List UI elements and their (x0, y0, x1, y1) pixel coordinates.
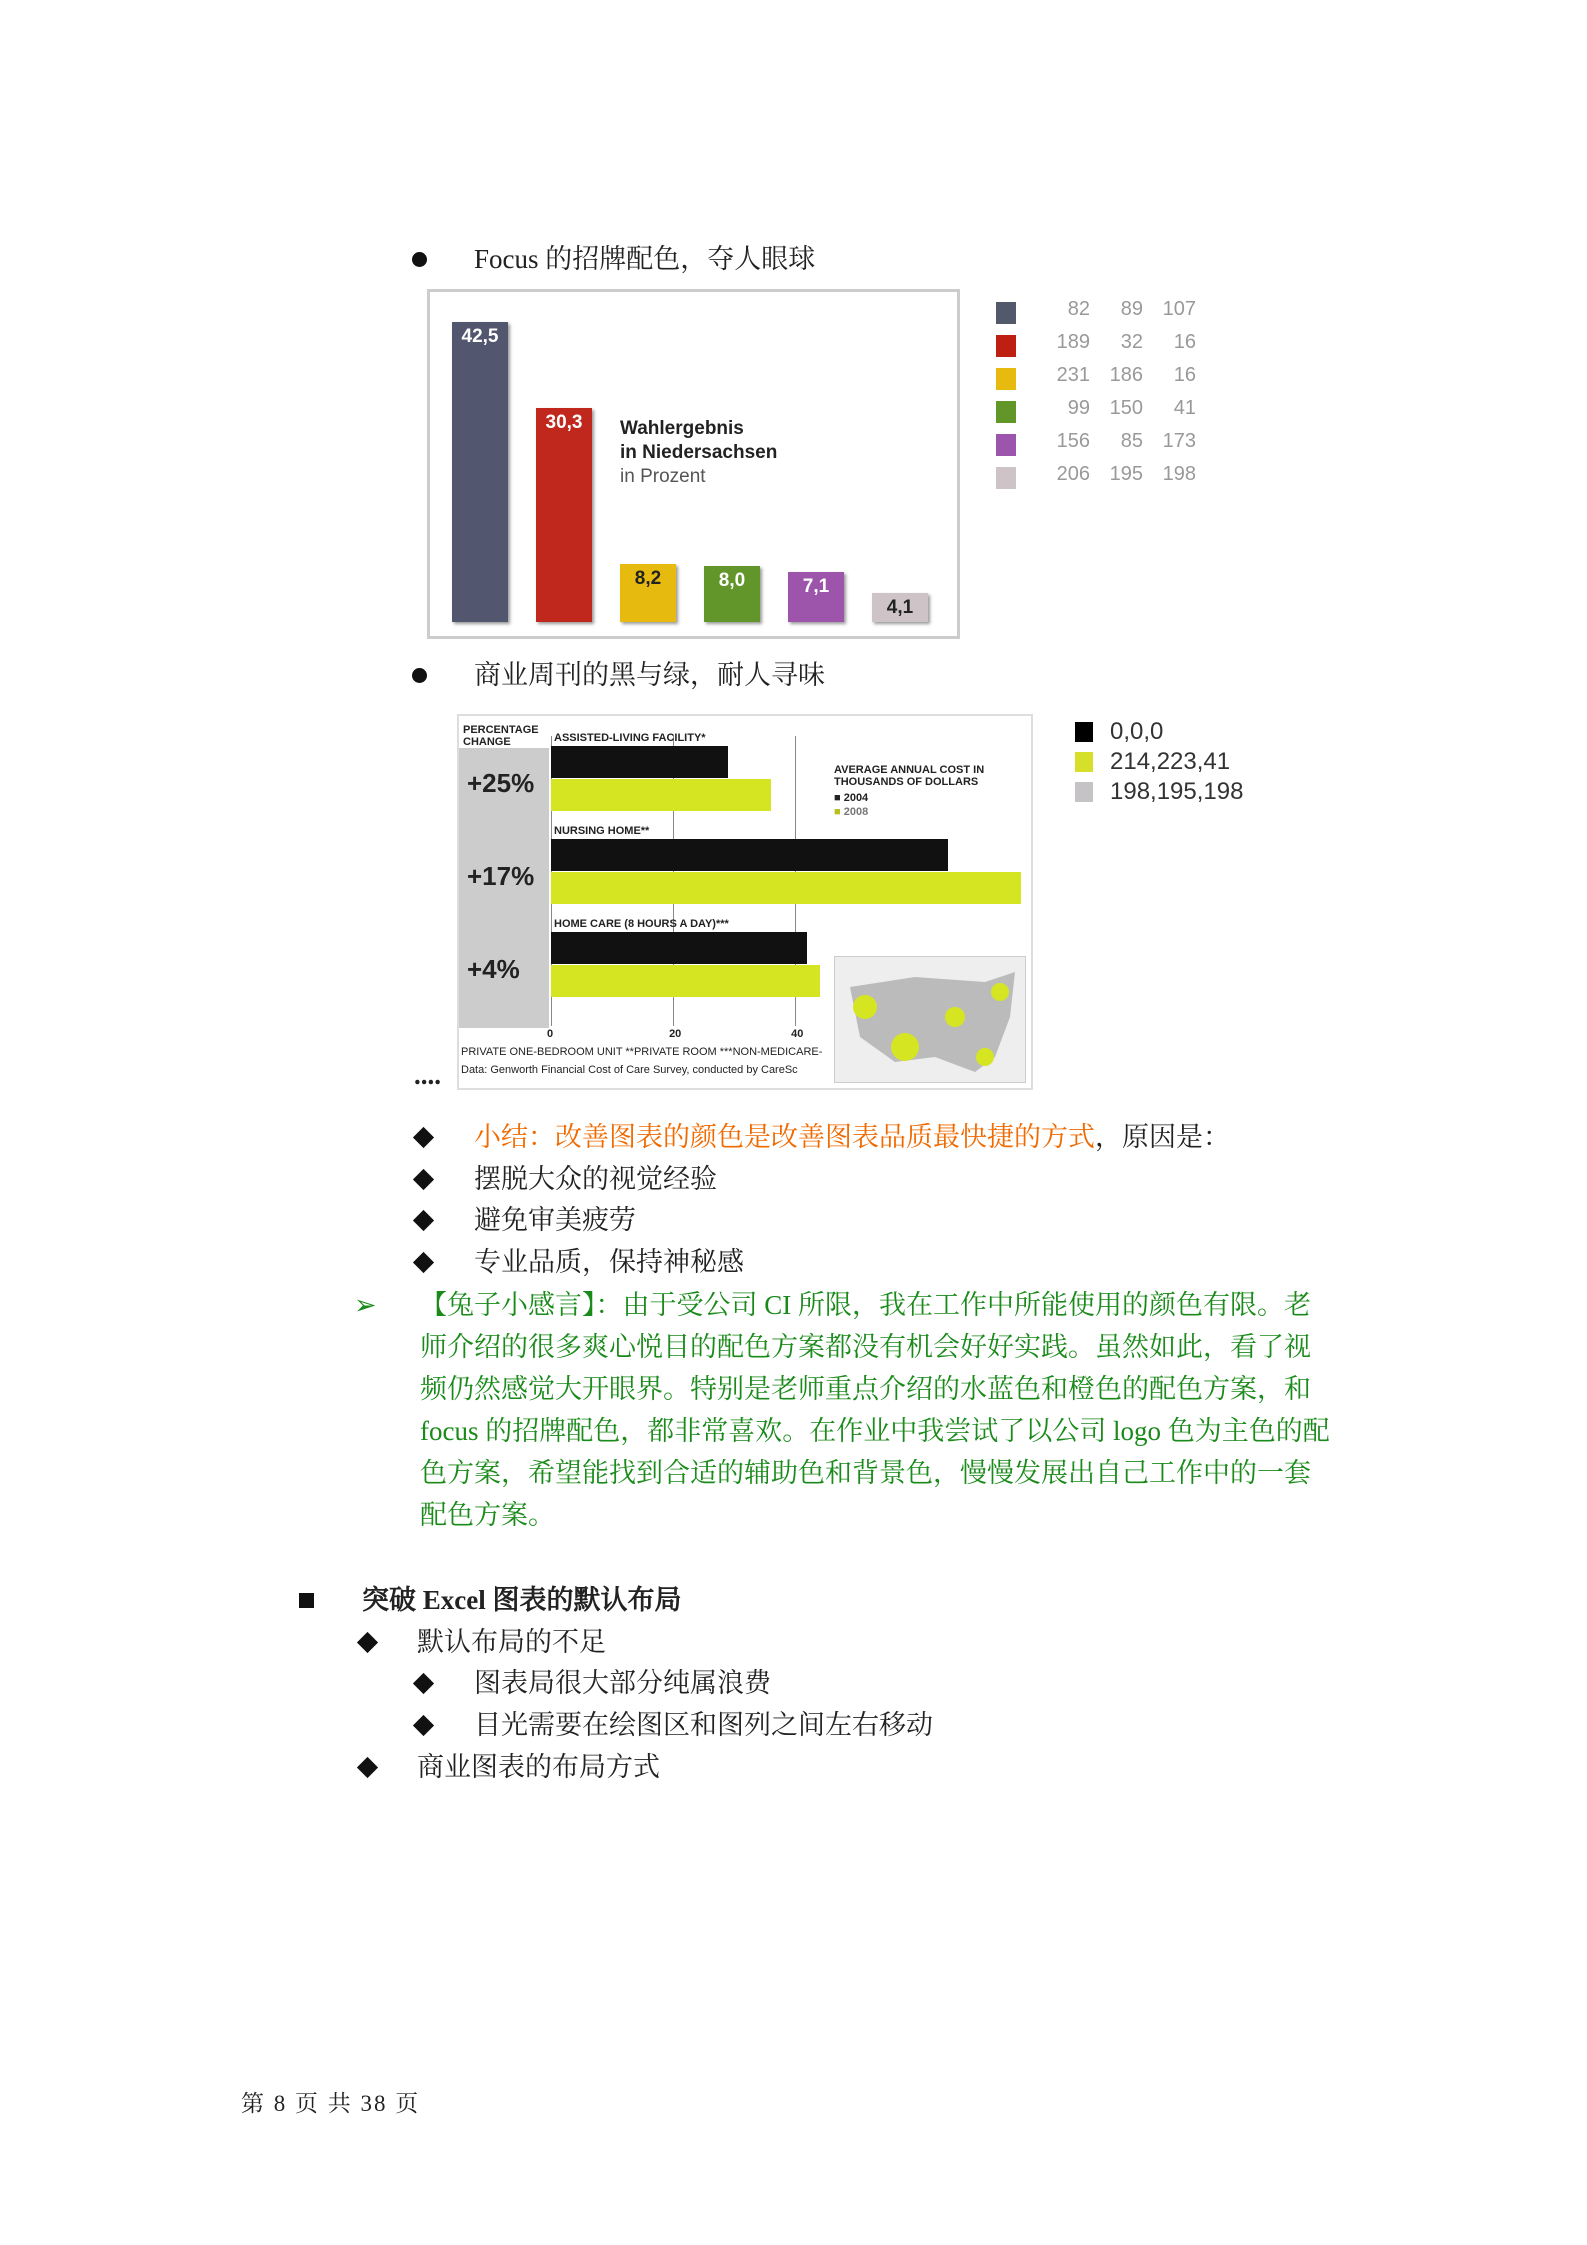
rgb-value: 173 (1162, 430, 1196, 452)
bullet-dot (412, 252, 427, 267)
bullet-focus: Focus 的招牌配色，夺人眼球 (474, 244, 816, 274)
bar-2004 (551, 932, 807, 964)
bar-2008 (551, 872, 1021, 904)
bar-2008 (551, 779, 771, 811)
rgb-value: 198,195,198 (1110, 778, 1244, 805)
color-swatch (1075, 752, 1093, 772)
color-swatch (996, 368, 1016, 390)
diamond-bullet (357, 1632, 378, 1653)
rgb-value: 206 (1056, 463, 1090, 485)
bullet-businessweek: 商业周刊的黑与绿，耐人寻味 (474, 660, 825, 690)
bar (452, 322, 508, 622)
bar-2008 (551, 965, 820, 997)
color-swatch (996, 467, 1016, 489)
subheading: 默认布局的不足 (417, 1627, 606, 1657)
note-line: 色方案，希望能找到合适的辅助色和背景色，慢慢发展出自己工作中的一套 (420, 1458, 1311, 1488)
bar (788, 572, 844, 622)
summary-item: 专业品质，保持神秘感 (474, 1247, 744, 1277)
diamond-bullet (413, 1715, 434, 1736)
square-bullet (299, 1593, 314, 1608)
businessweek-bar-chart (457, 714, 1033, 1090)
note-line: 【兔子小感言】：由于受公司 CI 所限，我在工作中所能使用的颜色有限。老 (420, 1290, 1311, 1320)
rgb-value: 189 (1056, 331, 1090, 353)
percent-change: +4% (467, 954, 520, 984)
page-footer: 第 8 页 共 38 页 (241, 2091, 421, 2116)
rgb-value: 16 (1173, 364, 1196, 386)
x-tick-label: 20 (669, 1028, 682, 1040)
bullet-dot (412, 668, 427, 683)
summary-line: 小结：改善图表的颜色是改善图表品质最快捷的方式，原因是： (474, 1122, 1230, 1152)
diamond-bullet (413, 1210, 434, 1231)
color-swatch (996, 401, 1016, 423)
rgb-value: 99 (1067, 397, 1090, 419)
rgb-value: 0,0,0 (1110, 718, 1164, 745)
note-line: focus 的招牌配色，都非常喜欢。在作业中我尝试了以公司 logo 色为主色的配 (420, 1416, 1330, 1446)
rgb-value: 85 (1120, 430, 1143, 452)
arrow-bullet-icon: ➢ (354, 1290, 377, 1320)
summary-item: 摆脱大众的视觉经验 (474, 1164, 717, 1194)
focus-bar-chart (427, 289, 960, 639)
rgb-value: 198 (1162, 463, 1196, 485)
category-label: HOME CARE (8 HOURS A DAY)*** (554, 918, 729, 930)
chart-title: Wahlergebnis in Niedersachsen in Prozent (620, 418, 778, 487)
bar-value-label: 8,2 (634, 568, 662, 590)
x-tick-label: 40 (791, 1028, 804, 1040)
category-label: NURSING HOME** (554, 825, 650, 837)
bar (704, 566, 760, 622)
section-heading: 突破 Excel 图表的默认布局 (362, 1585, 682, 1615)
percent-change: +25% (467, 768, 535, 798)
color-swatch (996, 434, 1016, 456)
bar (620, 564, 676, 622)
us-map-image (834, 956, 1026, 1083)
rgb-value: 156 (1056, 430, 1090, 452)
note-line: 配色方案。 (420, 1500, 555, 1530)
rgb-value: 214,223,41 (1110, 748, 1231, 775)
rgb-value: 41 (1173, 397, 1196, 419)
diamond-bullet (413, 1127, 434, 1148)
ellipsis: .... (414, 1060, 441, 1090)
diamond-bullet (357, 1757, 378, 1778)
bar (872, 593, 928, 622)
legend-2008: ■ 2008 (834, 806, 869, 818)
bar-value-label: 30,3 (545, 412, 583, 434)
category-label: ASSISTED-LIVING FACILITY* (554, 732, 706, 744)
source-note: Data: Genworth Financial Cost of Care Survey, conducted by CareSc (461, 1064, 798, 1076)
diamond-bullet (413, 1169, 434, 1190)
rgb-value: 82 (1067, 298, 1090, 320)
legend-2004: ■ 2004 (834, 792, 869, 804)
percent-change: +17% (467, 861, 535, 891)
summary-item: 避免审美疲劳 (474, 1205, 636, 1235)
chart-title: AVERAGE ANNUAL COST IN THOUSANDS OF DOLLARS (834, 764, 985, 788)
rgb-value: 89 (1120, 298, 1143, 320)
rgb-value: 195 (1109, 463, 1143, 485)
color-swatch (1075, 722, 1093, 742)
diamond-bullet (413, 1252, 434, 1273)
rgb-value: 16 (1173, 331, 1196, 353)
color-swatch (1075, 782, 1093, 802)
rgb-value: 231 (1056, 364, 1090, 386)
rgb-value: 150 (1109, 397, 1143, 419)
color-swatch (996, 335, 1016, 357)
bar (536, 408, 592, 622)
bar-2004 (551, 746, 728, 778)
note-line: 频仍然感觉大开眼界。特别是老师重点介绍的水蓝色和橙色的配色方案，和 (420, 1374, 1311, 1404)
bar-value-label: 7,1 (802, 575, 830, 597)
bar-2004 (551, 839, 948, 871)
corner-label: PERCENTAGE CHANGE (463, 724, 539, 748)
note-line: 师介绍的很多爽心悦目的配色方案都没有机会好好实践。虽然如此，看了视 (420, 1332, 1311, 1362)
rgb-value: 107 (1162, 298, 1196, 320)
subheading: 商业图表的布局方式 (417, 1752, 660, 1782)
rgb-value: 32 (1120, 331, 1143, 353)
diamond-bullet (413, 1673, 434, 1694)
bar-value-label: 42,5 (461, 326, 499, 347)
x-tick-label: 0 (547, 1028, 554, 1040)
rgb-value: 186 (1109, 364, 1143, 386)
footnote: PRIVATE ONE-BEDROOM UNIT **PRIVATE ROOM ***NON-MEDICARE- (461, 1046, 823, 1058)
bar-value-label: 4,1 (886, 597, 914, 619)
bar-value-label: 8,0 (718, 569, 746, 591)
color-swatch (996, 302, 1016, 324)
list-item: 目光需要在绘图区和图列之间左右移动 (474, 1710, 933, 1740)
list-item: 图表局很大部分纯属浪费 (474, 1668, 771, 1698)
